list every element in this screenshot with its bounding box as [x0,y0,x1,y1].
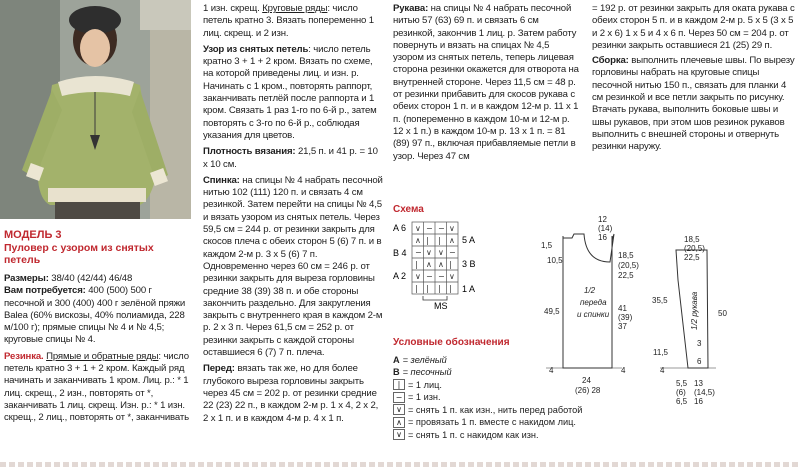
front-label: Перед: [203,363,235,375]
svg-text:−: − [426,272,433,281]
svg-text:(39): (39) [618,313,633,322]
purl-icon: − [393,392,405,403]
sleeve-pattern-labels [652,235,727,406]
legend-item-slip: ∨ = снять 1 п. как изн., нить перед работой [393,404,593,417]
svg-text:|: | [415,260,418,269]
sleeve-pattern [660,250,716,368]
svg-text:∨: ∨ [415,224,421,233]
svg-text:37: 37 [618,322,627,331]
svg-text:4: 4 [660,366,665,375]
sleeve-part-label: 1/2 рукава [690,291,699,330]
knit-together-icon: ∧ [393,417,405,428]
svg-text:∨: ∨ [415,272,421,281]
schema-title: Схема [393,204,424,215]
svg-text:(26) 28: (26) 28 [575,386,601,395]
svg-text:4: 4 [549,366,554,375]
svg-text:5,5: 5,5 [676,379,688,388]
legend-item-slip-yo: ∨ = снять 1 п. с накидом как изн. [393,429,593,442]
materials-value: 400 (500) 500 г песочной и 300 (400) 400 г зелёной пряжи Balea (60% вискозы, 40% полиамида, 228 м/100 г); прямые спицы № 4 и № 4,5; круговые спицы № 4. [4,285,186,346]
svg-text:|: | [426,284,429,293]
round-rows-label: Круговые ряды [262,3,328,14]
assembly-text: выполнить плечевые швы. По вырезу горловины набрать на круговые спицы песочной нитью 150 п., связать для планки 4 см резинкой и все петли закрыть по рисунку. Втачать рукава, выполнить боковые швы и швы рукавов, при этом шов резинок рукавов выполнить с внешней стороны и отвернуть резинки наружу. [592,55,795,153]
legend-item-green: A = зелёный [393,354,447,365]
legend-item-sand: B = песочный [393,367,452,377]
svg-text:|: | [438,284,441,293]
legend-item-purl: − = 1 изн. [393,391,593,404]
chart-row-label-4: B 4 [393,248,407,258]
chart-row-label-6: A 6 [393,223,407,233]
sizes-label: Размеры: [4,273,49,284]
svg-text:(14): (14) [598,224,613,233]
svg-text:22,5: 22,5 [684,253,700,262]
chart-row-label-3: 3 B [462,259,476,269]
svg-text:−: − [438,272,445,281]
body-part-label: 1/2 [584,286,596,295]
svg-text:−: − [426,224,433,233]
model-number: МОДЕЛЬ 3 [4,229,62,241]
svg-text:∧: ∧ [449,236,455,245]
svg-text:|: | [426,236,429,245]
svg-text:6,5: 6,5 [676,397,688,406]
svg-text:24: 24 [582,376,591,385]
svg-text:18,5: 18,5 [684,235,700,244]
svg-text:−: − [415,248,422,257]
gauge-label: Плотность вязания: [203,146,296,158]
sleeves-label: Рукава: [393,3,429,14]
svg-text:(20,5): (20,5) [618,261,639,270]
svg-text:∧: ∧ [438,260,444,269]
svg-text:|: | [449,260,452,269]
sleeves-text-cont: = 192 р. от резинки закрыть для оката рукава с обеих сторон 5 п. и в каждом 2-м р. 5 х 5 (3 х 5 и 2 х 6) 1 х 5 и 4 х 6 п. Через 50 см = 204 р. от резинки закрыть оставшиеся 21 (25) 29 п. [592,3,795,51]
slip-pattern-text: : число петель кратно 3 + 1 + 2 кром. Вязать по схеме, на которой приведены лиц. и изн. р. Начинать с 1 кром., повторять раппорт, заканчивать петлёй после раппорта и 1 кром. Связать 1 раз 1-го по 6-й р., затем повторять с 3-го по 6-й р., соблюдая указания для цветов. [203,43,377,141]
svg-text:∨: ∨ [449,272,455,281]
svg-text:−: − [449,248,456,257]
knit-icon: | [393,379,405,390]
gauge-text: 21,5 п. и 41 р. = 10 х 10 см. [203,146,378,170]
back-text: на спицы № 4 набрать песочной нитью 102 (111) 120 п. и связать 4 см резинкой. Затем перейти на спицы № 4,5 и вязать узором из снятых петель. Через 59,5 см = 244 р. от резинки закрыть для скосов плеча с обеих сторон 5 (6) 7 п. и в каждом 2-м р. 3 х 5 (6) 7 п. Одновременно через 60 см = 246 р. от резинки закрыть для выреза горловины средние 38 (39) 38 п. и обе стороны закончить раздельно. Для закругления закрыть с внутреннего края в каждом 2-м р. 2 х 3 п. Через 61,5 см = 252 р. от резинки закрыть с каждой стороны оставшиеся 6 (7) 7 п. плеча. [203,174,383,359]
svg-text:∧: ∧ [426,260,432,269]
svg-text:11,5: 11,5 [653,348,668,357]
svg-text:16: 16 [694,397,703,406]
round-rows-text: : число петель кратно 3. Вязать попеременно 1 лиц. скрещ. и 2 изн. [203,3,374,39]
svg-text:6: 6 [697,357,702,366]
rib-label: Резинка. [4,350,44,362]
slip-stitch-icon: ∨ [393,404,405,415]
svg-text:12: 12 [598,215,607,224]
svg-text:41: 41 [618,304,627,313]
legend-item-knit-together: ∧ = провязать 1 п. вместе с накидом лиц. [393,416,593,429]
svg-text:|: | [449,284,452,293]
legend-item-knit: | = 1 лиц. [393,379,593,392]
svg-text:∨: ∨ [426,248,432,257]
svg-text:49,5: 49,5 [544,307,560,316]
svg-text:(6): (6) [676,388,686,397]
chart-row-label-1: 1 A [462,284,476,294]
svg-text:1,5: 1,5 [541,241,553,250]
svg-text:−: − [438,224,445,233]
slip-pattern-label: Узор из снятых петель [203,43,309,55]
svg-text:∧: ∧ [415,236,421,245]
svg-text:3: 3 [697,339,702,348]
svg-text:50: 50 [718,309,727,318]
svg-text:|: | [438,236,441,245]
svg-text:10,5: 10,5 [547,256,563,265]
svg-text:(14,5): (14,5) [694,388,715,397]
slip-yo-icon: ∨ [393,429,405,440]
svg-text:∨: ∨ [449,224,455,233]
body-part-label-2: переда [580,298,607,307]
materials-label: Вам потребуется: [4,285,86,297]
svg-text:∨: ∨ [438,248,444,257]
chart-ms-label: MS [434,301,448,311]
front-text: вязать так же, но для более глубокого выреза горловины закрыть через 45 см = 202 р. от резинки средние 22 (23) 22 п., в каждом 2-м р. 1 х 4, 2 х 2, 2 х 1 п. и в каждом 4-м р. 4 х 1 п. [203,363,379,424]
rib-rows-type: Прямые и обратные ряды [46,350,159,362]
svg-text:13: 13 [694,379,703,388]
back-label: Спинка: [203,174,240,186]
svg-text:22,5: 22,5 [618,271,634,280]
chart-row-label-2: A 2 [393,271,407,281]
model-title: Пуловер с узором из снятых петель [4,242,154,266]
svg-text:16: 16 [598,233,607,242]
assembly-label: Сборка: [592,55,629,67]
legend-title: Условные обозначения [393,337,510,348]
svg-text:35,5: 35,5 [652,296,668,305]
svg-text:|: | [415,284,418,293]
rib-value: : число петель кратно 3 + 1 + 2 кром. Каждый ряд начинать и заканчивать 1 кром. Лиц. р.: * 1 лиц. скрещ., 2 изн., повторять от *, заканчивать 1 лиц. скрещ. Изн. р.: * 1 изн. скрещ., 2 лиц., повторять от *, заканчивать [4,350,189,424]
sizes-value: 38/40 (42/44) 46/48 [48,273,133,284]
legend [393,337,593,441]
rib-continue: 1 изн. скрещ. [203,3,263,14]
bottom-decoration [0,462,800,467]
svg-text:18,5: 18,5 [618,251,634,260]
body-part-label-3: и спинки [577,310,610,319]
chart-row-label-5: 5 A [462,235,476,245]
svg-text:(20,5): (20,5) [684,244,705,253]
svg-text:4: 4 [621,366,626,375]
sleeves-text: на спицы № 4 набрать песочной нитью 57 (63) 69 п. и связать 6 см резинкой, закончив 1 лиц. р. Затем работу повернуть и вязать на спицах № 4,5 узором из снятых петель, теперь лицевая сторона резинки окажется для отворота на внутренней стороне. Через 11,5 см = 48 р. от резинки прибавить для скосов рукава с обеих сторон 1 п. и в каждом 12-м р. 11 х 1 п. (попеременно в каждом 10-м и 12-м р. 12 х 1 п.) в каждом 10-м р. 13 х 1 п. = 81 (89) 97 п., включая прибавляемые петли в узор. Через 47 см [393,3,579,162]
